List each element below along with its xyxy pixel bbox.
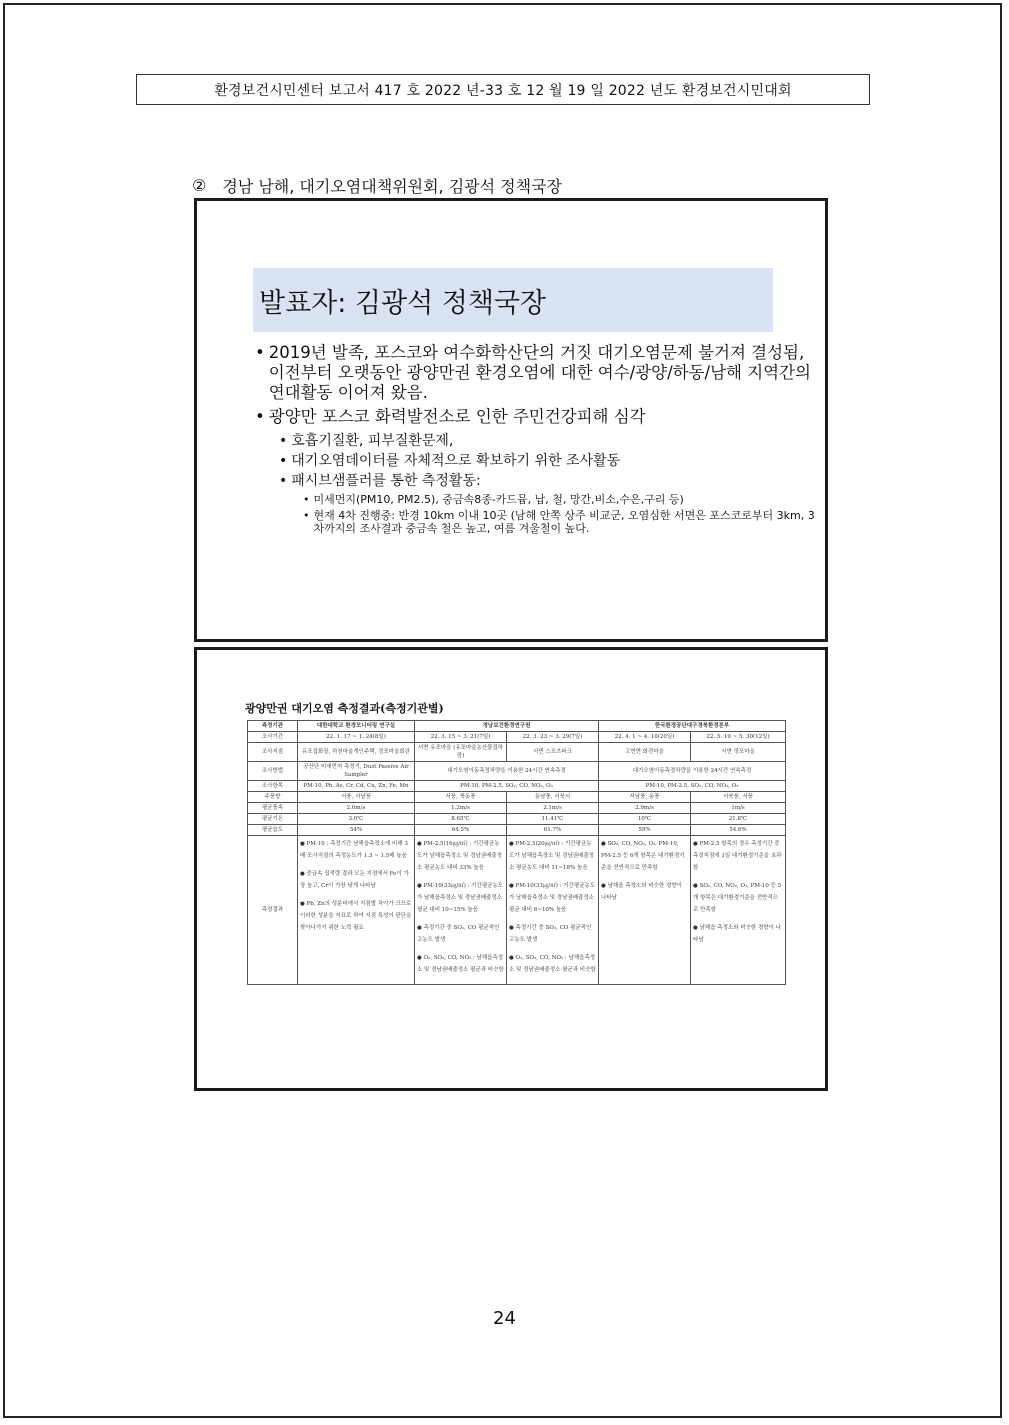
- table-cell: PM-10, Pb, As, Cr, Cd, Cu, Zn, Fe, Mn: [298, 781, 415, 792]
- table-cell: 22. 3. 15 ~ 3. 21(7일): [415, 732, 507, 743]
- slide-bullet-text: 패시브샘플러를 통한 측정활동:: [291, 473, 481, 489]
- bullet-dot-icon: •: [279, 433, 288, 449]
- result-item: ● PM-2.5 항목의 경우 측정기간 중 측정지점에 1일 대기환경기준을 초과함: [693, 841, 782, 871]
- table-row-label: 조사기간: [248, 732, 298, 743]
- report-header: [136, 74, 870, 105]
- table-cell: 서북풍, 서풍: [691, 792, 786, 803]
- table-row: [248, 732, 786, 743]
- slide-bullet-level-2: [279, 471, 815, 491]
- table-cell: PM-10, PM-2.5, SO₂, CO, NO₂, O₃: [415, 781, 599, 792]
- section-number: ②: [192, 176, 207, 195]
- bullet-dot-icon: •: [255, 407, 265, 426]
- table-cell: 64.5%: [415, 825, 507, 836]
- table-cell: 공산단 미세먼지 측정기, Dust Passive Air Sampler: [298, 762, 415, 781]
- presentation-slide-1: [194, 198, 828, 642]
- table-cell: 54%: [298, 825, 415, 836]
- slide-bullet-level-3: [303, 493, 815, 507]
- slide-bullet-level-1: [255, 343, 815, 403]
- result-item: ● 측정기간 중 SO₂, CO 평균적인 고농도 발생: [509, 925, 592, 943]
- table-title: 광양만권 대기오염 측정결과(측정기관별): [245, 702, 444, 715]
- result-item: ● SO₂, CO, NO₂, O₃, PM-10 등 5개 항목은 대기환경기준을 전반적으로 만족함: [693, 883, 782, 913]
- table-row-label: 주풍향: [248, 792, 298, 803]
- slide-bullet-text: 현재 4차 진행중: 반경 10km 이내 10곳 (남해 안쪽 상주 비교군, 오염심한 서면은 포스코로부터 3km, 3차까지의 조사결과 중금속 철은 높고, 여름 겨울철이 높다.: [313, 508, 815, 535]
- table-row-label: 평균습도: [248, 825, 298, 836]
- result-item: ● PM-10 : 측정기간 남해읍측정소에 비해 3배 조사지점의 측정농도가 1.3 ~ 1.5배 높음: [300, 841, 408, 859]
- bullet-dot-icon: •: [303, 493, 310, 506]
- page-number: 24: [493, 1308, 516, 1329]
- table-result-cell: [415, 836, 507, 985]
- table-row-label: 조사항목: [248, 781, 298, 792]
- measurement-table: [247, 720, 786, 985]
- slide-bullet-text: 광양만 포스코 화력발전소로 인한 주민건강피해 심각: [268, 407, 646, 426]
- section-caption-text: 경남 남해, 대기오염대책위원회, 김광석 정책국장: [222, 177, 562, 196]
- table-cell: 2.0m/s: [298, 803, 415, 814]
- slide-bullet-list: [255, 343, 815, 536]
- table-cell: 동남풍, 서북서: [507, 792, 599, 803]
- slide-bullet-text: 대기오염데이터를 자체적으로 확보하기 위한 조사활동: [291, 453, 621, 469]
- slide-title: 발표자: 김광석 정책국장: [259, 287, 547, 319]
- slide-bullet-level-3: [303, 509, 815, 536]
- section-caption: [192, 174, 562, 197]
- table-cell: 서면 스포츠파크: [507, 743, 599, 762]
- table-cell: 서남풍, 동풍: [599, 792, 691, 803]
- table-row-label: 평균풍속: [248, 803, 298, 814]
- table-cell: 2.9m/s: [599, 803, 691, 814]
- result-item: ● O₃, SO₂, CO, NO₂ : 남해읍측정소 및 경남권배출정소 평균과 비슷함: [417, 955, 504, 973]
- table-result-cell: [507, 836, 599, 985]
- table-cell: 11.41℃: [507, 814, 599, 825]
- result-item: ● 남해읍 측정소와 비슷한 경향이 나타남: [601, 883, 682, 901]
- table-row: [248, 762, 786, 781]
- table-cell: 서풍, 서남풍: [298, 792, 415, 803]
- table-row: [248, 825, 786, 836]
- table-cell: 대기오염이동측정차량을 이용한 24시간 연속측정: [415, 762, 599, 781]
- slide-bullet-text: 2019년 발족, 포스코와 여수화학산단의 거짓 대기오염문제 불거져 결성됨, 이전부터 오랫동안 광양만권 환경오염에 대한 여수/광양/하동/남해 지역간의 연대활동 이어져 왔음.: [268, 343, 811, 402]
- table-cell: 61.7%: [507, 825, 599, 836]
- result-item: ● 남해읍 측정소와 비슷한 경향이 나타남: [693, 925, 781, 943]
- result-item: ● Pb, Zn의 성분비에서 지점별 차이가 크므로 이러한 성분을 지표로 하여 지점 특성이 판단을 찾아나가기 위한 노력 필요: [300, 901, 412, 931]
- table-cell: 22. 5. 19 ~ 5. 30(12일): [691, 732, 786, 743]
- result-item: ● SO₂, CO, NO₂, O₃, PM-10, PM-2.5 등 6개 항목은 대기환경기준을 전반적으로 만족함: [601, 841, 685, 871]
- slide-bullet-level-1: [255, 407, 815, 427]
- table-cell: 대기오염이동측정차량을 이용한 24시간 연속측정: [599, 762, 786, 781]
- result-item: ● PM-2.5(16㎍/㎥) : 기간평균농도가 남해읍측정소 및 경남권배출정소 평균농도 대비 33% 높음: [417, 841, 502, 871]
- table-row: [248, 803, 786, 814]
- table-row-label: 조사지점: [248, 743, 298, 762]
- slide-bullet-level-2: [279, 431, 815, 451]
- table-header-cell: 대한대학교 환경모니터링 연구실: [298, 721, 415, 732]
- table-cell: 1.2m/s: [415, 803, 507, 814]
- table-cell: 8.65℃: [415, 814, 507, 825]
- bullet-dot-icon: •: [279, 473, 288, 489]
- table-header-cell: 한국환경공단대구경북환경본부: [599, 721, 786, 732]
- bullet-dot-icon: •: [303, 508, 310, 522]
- table-cell: 서풍, 북동풍: [415, 792, 507, 803]
- slide-bullet-text: 호흡기질환, 피부질환문제,: [291, 433, 454, 449]
- table-cell: 서면 정포마을: [691, 743, 786, 762]
- table-row-label: 평균기온: [248, 814, 298, 825]
- slide-title-bar: [253, 268, 773, 332]
- table-cell: 3.0℃: [298, 814, 415, 825]
- result-item: ● PM-10(33㎍/㎥) : 기간평균농도가 남해읍측정소 및 경남권배출정소 평균 대비 6~10% 높음: [509, 883, 596, 913]
- table-header-row: [248, 721, 786, 732]
- slide-bullet-level-2: [279, 451, 815, 471]
- table-cell: 22. 3. 23 ~ 3. 29(7일): [507, 732, 599, 743]
- result-item: ● 중금속 집적량 결과 모든 지점에서 Fe이 가장 높고, Cr이 가장 낮게 나타남: [300, 871, 409, 889]
- table-cell: 21.8℃: [691, 814, 786, 825]
- table-header-cell: 경남보건환경연구원: [415, 721, 599, 732]
- table-cell: 서면 유포마을 (유포마을농산물집하장): [415, 743, 507, 762]
- table-row: [248, 814, 786, 825]
- table-cell: 54.6%: [691, 825, 786, 836]
- result-item: ● PM-10(33㎍/㎥) : 기간평균농도가 남해읍측정소 및 경남권배출정소 평균 대비 10~15% 높음: [417, 883, 504, 913]
- table-result-cell: [691, 836, 786, 985]
- table-row: [248, 792, 786, 803]
- table-result-cell: [599, 836, 691, 985]
- result-item: ● 측정기간 중 SO₂, CO 평균적인 고농도 발생: [417, 925, 500, 943]
- table-cell: 유포집화장, 하천마을개인주택, 정포마을회관: [298, 743, 415, 762]
- table-results-row: [248, 836, 786, 985]
- report-header-text: 환경보건시민센터 보고서 417 호 2022 년-33 호 12 월 19 일 2022 년도 환경보건시민대회: [214, 82, 792, 99]
- bullet-dot-icon: •: [255, 343, 265, 362]
- table-row: [248, 781, 786, 792]
- table-header-cell: 측정기관: [248, 721, 298, 732]
- table-result-cell: [298, 836, 415, 985]
- table-cell: 10℃: [599, 814, 691, 825]
- slide-bullet-text: 미세먼지(PM10, PM2.5), 중금속8종-카드뮴, 납, 철, 망간,비소,수은,구리 등): [313, 493, 684, 506]
- result-item: ● O₃, SO₂, CO, NO₂ : 남해읍측정소 및 경남권배출정소 평균과 비슷함: [509, 955, 596, 973]
- result-item: ● PM-2.5(20㎍/㎥) : 기간평균농도가 남해읍측정소 및 경남권배출정소 평균농도 대비 11~18% 높음: [509, 841, 594, 871]
- table-cell: 59%: [599, 825, 691, 836]
- table-cell: 1m/s: [691, 803, 786, 814]
- table-cell: 2.1m/s: [507, 803, 599, 814]
- table-cell: PM-10, PM-2.5, SO₂, CO, NO₂, O₃: [599, 781, 786, 792]
- table-row: [248, 743, 786, 762]
- bullet-dot-icon: •: [279, 453, 288, 469]
- table-row-label: 측정결과: [248, 836, 298, 985]
- table-row-label: 조사방법: [248, 762, 298, 781]
- table-cell: 22. 4. 1 ~ 4. 10(20일): [599, 732, 691, 743]
- presentation-slide-2: [194, 647, 828, 1091]
- table-cell: 고현면 화전마을: [599, 743, 691, 762]
- table-cell: 22. 1. 17 ~ 1. 24(8일): [298, 732, 415, 743]
